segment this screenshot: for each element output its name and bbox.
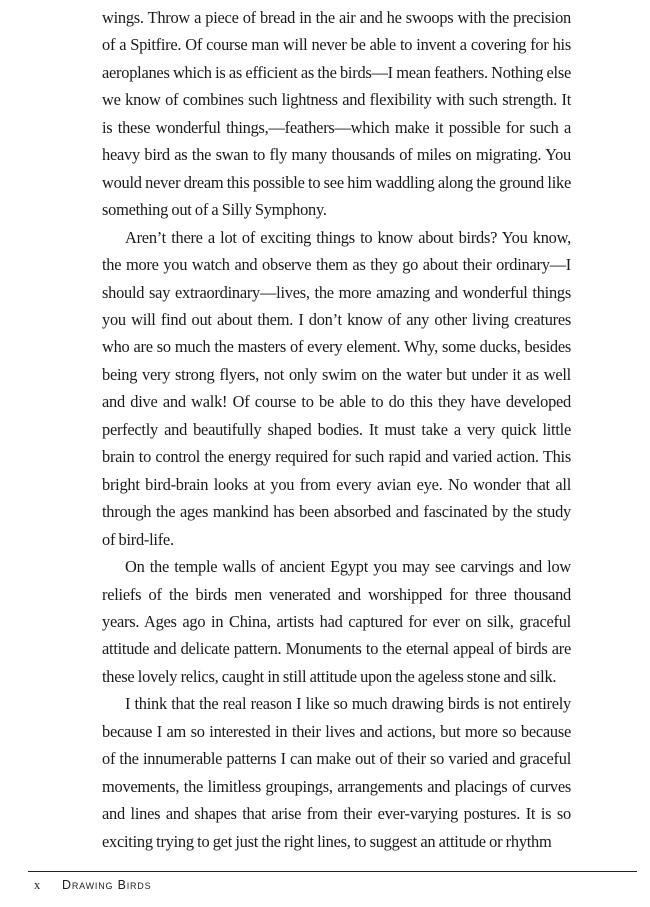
footer-area	[0, 871, 650, 907]
paragraph: On the temple walls of ancient Egypt you may see carvings and low reliefs of the birds men venerated and worshipped for three thousand years. Ages ago in China, artists had captured for ever on silk, graceful attitude and delicate pattern. Monuments to the eternal appeal of birds are these lovely relics, caught in still attitude upon the ageless stone and silk.	[102, 557, 571, 686]
running-title: Drawing Birds	[62, 878, 152, 893]
footer-rule	[28, 871, 637, 872]
page-body	[102, 0, 571, 855]
paragraph: I think that the real reason I like so much drawing birds is not entirely because I am so interested in their lives and actions, but more so because of the innumerable patterns I can make out of their so varied and graceful movements, the limitless groupings, arrangements and placings of curves and lines and shapes that arise from their ever-varying postures. It is so exciting trying to get just the right lines, to suggest an attitude or rhythm	[102, 694, 571, 851]
page-footer	[34, 877, 650, 893]
paragraph: Aren’t there a lot of exciting things to know about birds? You know, the more you watch and observe them as they go about their ordinary—I should say extraordinary—lives, the more amazing and wonderful things you will find out about them. I don’t know of any other living creatures who are so much the masters of every element. Why, some ducks, besides being very strong flyers, not only swim on the water but under it as well and dive and walk! Of course to be able to do this they have developed perfectly and beautifully shaped bodies. It must take a very quick little brain to control the energy required for such rapid and varied action. This bright bird-brain looks at you from every avian eye. No wonder that all through the ages mankind has been absorbed and fascinated by the study of bird-life.	[102, 227, 571, 549]
paragraph-continued: wings. Throw a piece of bread in the air and he swoops with the precision of a Spitfire. Of course man will never be able to invent a covering for his aeroplanes which is as efficient as the birds—I mean feathers. Nothing else we know of combines such lightness and flexibility with such strength. It is these wonderful things,—feathers—which make it possible for such a heavy bird as the swan to fly many thousands of miles on migrating. You would never dream this possible to see him waddling along the ground like something out of a Silly Symphony.	[102, 8, 571, 220]
page-number: x	[34, 878, 41, 893]
